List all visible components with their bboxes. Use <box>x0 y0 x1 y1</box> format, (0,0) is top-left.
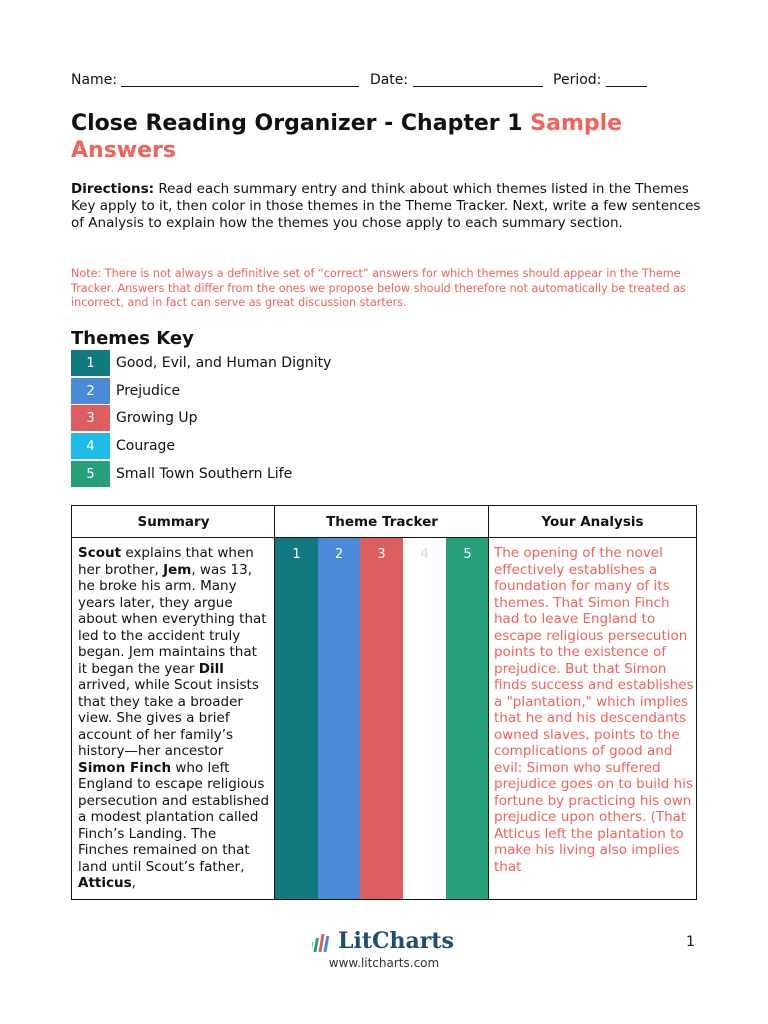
date-label: Date: <box>369 72 409 88</box>
tracker-column-number: 2 <box>334 547 344 562</box>
tracker-column-2[interactable] <box>318 538 360 899</box>
theme-key-item <box>71 461 292 487</box>
tracker-column-1[interactable] <box>275 538 318 899</box>
directions-text: Read each summary entry and think about which themes listed in the Themes Key apply to it, then color in those themes in the Theme Tracker. Next, write a few sentences of Analysis to explain how the themes you chose apply to each summary section. <box>71 181 701 231</box>
theme-key-label: Small Town Southern Life <box>116 466 293 482</box>
theme-key-label: Good, Evil, and Human Dignity <box>116 355 332 371</box>
theme-tracker-header: Theme Tracker <box>275 506 489 538</box>
summary-header: Summary <box>72 506 275 538</box>
page-number: 1 <box>686 934 695 950</box>
litcharts-logo[interactable] <box>312 930 454 952</box>
summary-text: Scout explains that when her brother, Jem, was 13, he broke his arm. Many years later, they argue about when everything that led to the accident truly began. Jem maintains that it began the year Dill arrived, while Scout insists that they take a broader view. She gives a brief account of her family’s history—her ancestor Simon Finch who left England to escape religious persecution and established a modest plantation called Finch’s Landing. The Finches remained on that land until Scout’s father, Atticus, <box>78 545 270 891</box>
title-accent: Sample Answers <box>71 111 623 163</box>
tracker-column-5[interactable] <box>446 538 489 899</box>
tracker-column-number: 1 <box>292 547 301 562</box>
theme-key-swatch: 1 <box>71 350 110 376</box>
student-info-line <box>71 72 647 88</box>
themes-key-title: Themes Key <box>71 328 194 349</box>
theme-key-swatch: 2 <box>71 378 110 404</box>
column-divider <box>488 506 489 899</box>
tracker-column-4[interactable] <box>403 538 446 899</box>
title-main: Close Reading Organizer - Chapter 1 <box>71 111 523 136</box>
theme-key-item <box>71 433 175 459</box>
logo-text: LitCharts <box>338 928 454 954</box>
theme-key-label: Growing Up <box>116 410 198 426</box>
theme-key-label: Courage <box>116 438 176 454</box>
directions-label: Directions: <box>71 181 155 197</box>
theme-key-label: Prejudice <box>116 383 181 399</box>
period-label: Period: <box>553 72 602 88</box>
tracker-column-3[interactable] <box>360 538 403 899</box>
litcharts-bars-icon <box>312 932 334 952</box>
tracker-column-number: 3 <box>377 547 386 562</box>
page-title <box>71 110 711 164</box>
directions <box>71 181 701 232</box>
analysis-header: Your Analysis <box>489 506 696 538</box>
column-divider <box>274 506 275 899</box>
theme-key-item <box>71 405 198 431</box>
close-reading-table <box>71 505 697 900</box>
tracker-column-number: 4 <box>420 547 429 562</box>
theme-key-item <box>71 350 331 376</box>
theme-key-swatch: 4 <box>71 433 110 459</box>
period-blank[interactable] <box>606 72 647 87</box>
name-label: Name: <box>71 72 118 88</box>
analysis-text: The opening of the novel effectively establishes a foundation for many of its themes. That Simon Finch had to leave England to escape religious persecution points to the existence of prejudice. But that Simon finds success and establishes a "plantation," which implies that he and his descendants owned slaves, points to the complications of good and evil: Simon who suffered prejudice goes on to build his fortune by practicing his own prejudice upon others. (That Atticus left the plantation to make his living also implies that <box>494 545 694 875</box>
date-blank[interactable] <box>413 72 543 87</box>
tracker-column-number: 5 <box>463 547 472 562</box>
name-blank[interactable] <box>121 72 359 87</box>
footer-url[interactable]: www.litcharts.com <box>328 956 440 970</box>
note: Note: There is not always a definitive set of “correct” answers for which themes should appear in the Theme Tracker. Answers that differ from the ones we propose below should therefore not automatically be treated as incorrect, and in fact can serve as great discussion starters. <box>71 267 686 309</box>
theme-key-swatch: 3 <box>71 405 110 431</box>
theme-key-swatch: 5 <box>71 461 110 487</box>
theme-key-item <box>71 378 180 404</box>
